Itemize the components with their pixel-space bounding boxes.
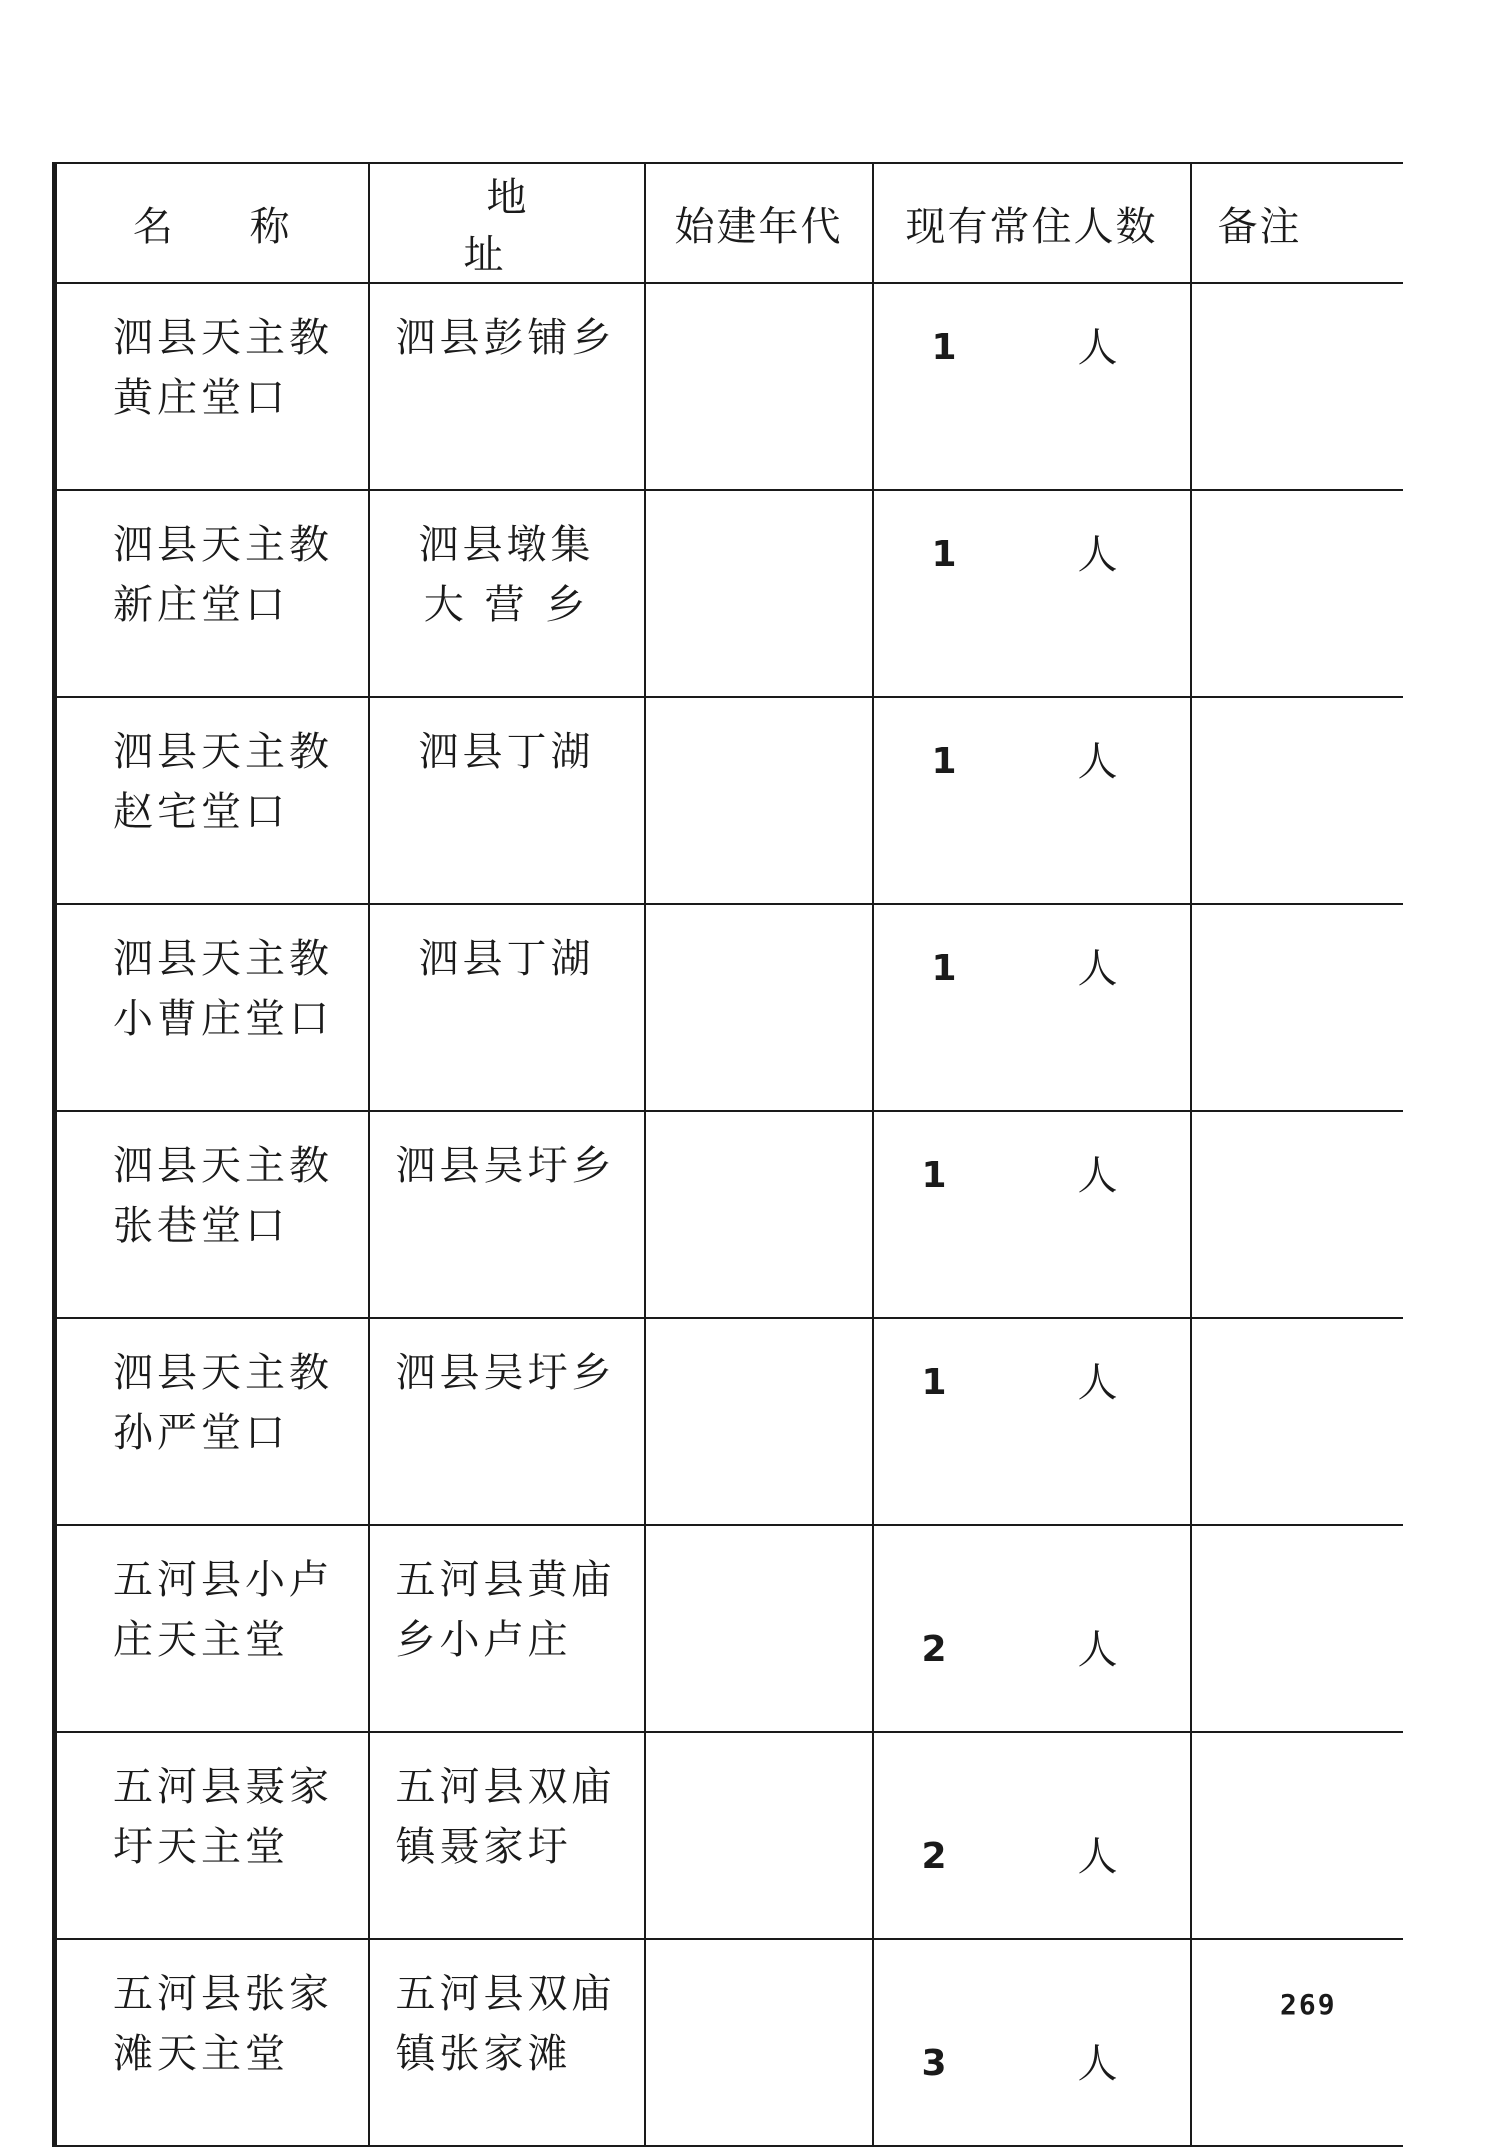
- resident-unit: 人: [1077, 1153, 1118, 1199]
- cell-residents: [873, 490, 1191, 697]
- cell-residents: [873, 904, 1191, 1111]
- address-line: 泗县墩集: [418, 522, 595, 568]
- address-line: 五河县黄庙: [395, 1557, 616, 1603]
- cell-remarks: [1191, 283, 1403, 490]
- address-line: 乡小卢庄: [395, 1617, 572, 1663]
- cell-residents: [873, 1111, 1191, 1318]
- address-line: 泗县彭铺乡: [395, 315, 616, 361]
- table-row: [55, 904, 1403, 1111]
- resident-count: 1: [921, 1362, 947, 1403]
- name-line: 滩天主堂: [113, 2031, 289, 2077]
- resident-unit: 人: [1077, 1834, 1118, 1880]
- church-register-table: [52, 162, 1403, 2147]
- cell-address: [369, 697, 645, 904]
- cell-year: [645, 1939, 873, 2146]
- resident-unit: 人: [1077, 1360, 1118, 1406]
- address-line: 五河县双庙: [395, 1764, 616, 1810]
- cell-residents: [873, 1525, 1191, 1732]
- address-line: 泗县吴圩乡: [395, 1350, 616, 1396]
- address-line: 大 营 乡: [423, 582, 590, 628]
- name-line: 五河县张家: [113, 1971, 333, 2017]
- cell-remarks: [1191, 490, 1403, 697]
- resident-count: 2: [921, 1836, 947, 1877]
- address-line: 镇张家滩: [395, 2031, 572, 2077]
- cell-residents: [873, 697, 1191, 904]
- resident-count: 3: [921, 2043, 947, 2084]
- header-name: 名 称: [55, 163, 369, 283]
- cell-residents: [873, 1939, 1191, 2146]
- cell-year: [645, 697, 873, 904]
- address-line: 泗县丁湖: [418, 936, 595, 982]
- table-row: [55, 697, 1403, 904]
- header-address: [369, 163, 645, 283]
- cell-year: [645, 490, 873, 697]
- page-number: 269: [1280, 1988, 1337, 2021]
- resident-unit: 人: [1077, 2041, 1118, 2087]
- table-row: [55, 1732, 1403, 1939]
- cell-year: [645, 1318, 873, 1525]
- name-line: 新庄堂口: [113, 582, 289, 628]
- cell-year: [645, 283, 873, 490]
- name-line: 张巷堂口: [113, 1203, 289, 1249]
- resident-count: 1: [931, 741, 957, 782]
- name-line: 泗县天主教: [113, 936, 333, 982]
- cell-name: [55, 490, 369, 697]
- cell-address: [369, 1111, 645, 1318]
- table-row: [55, 1939, 1403, 2146]
- name-line: 泗县天主教: [113, 1350, 333, 1396]
- cell-name: [55, 283, 369, 490]
- name-line: 孙严堂口: [113, 1410, 289, 1456]
- resident-unit: 人: [1077, 946, 1118, 992]
- resident-unit: 人: [1077, 739, 1118, 785]
- resident-unit: 人: [1077, 1627, 1118, 1673]
- name-line: 庄天主堂: [113, 1617, 289, 1663]
- name-line: 泗县天主教: [113, 315, 333, 361]
- address-line: 泗县吴圩乡: [395, 1143, 616, 1189]
- resident-count: 1: [921, 1155, 947, 1196]
- header-address-text: 地 址: [463, 175, 573, 278]
- table-header-row: [55, 163, 1403, 283]
- cell-address: [369, 904, 645, 1111]
- cell-name: [55, 1111, 369, 1318]
- name-line: 五河县聂家: [113, 1764, 333, 1810]
- table-row: [55, 1525, 1403, 1732]
- resident-count: 2: [921, 1629, 947, 1670]
- name-line: 小曹庄堂口: [113, 996, 333, 1042]
- table-row: [55, 1111, 1403, 1318]
- table-row: [55, 1318, 1403, 1525]
- cell-year: [645, 1111, 873, 1318]
- cell-residents: [873, 283, 1191, 490]
- cell-remarks: [1191, 1111, 1403, 1318]
- header-remarks: 备注: [1191, 163, 1403, 283]
- cell-remarks: [1191, 1318, 1403, 1525]
- resident-unit: 人: [1077, 325, 1118, 371]
- cell-name: [55, 1732, 369, 1939]
- cell-remarks: [1191, 697, 1403, 904]
- cell-address: [369, 1732, 645, 1939]
- resident-count: 1: [931, 948, 957, 989]
- name-line: 泗县天主教: [113, 729, 333, 775]
- cell-address: [369, 1525, 645, 1732]
- resident-unit: 人: [1077, 532, 1118, 578]
- address-line: 五河县双庙: [395, 1971, 616, 2017]
- header-resident-count: 现有常住人数: [873, 163, 1191, 283]
- cell-remarks: [1191, 904, 1403, 1111]
- cell-name: [55, 697, 369, 904]
- cell-residents: [873, 1318, 1191, 1525]
- cell-residents: [873, 1732, 1191, 1939]
- cell-remarks: [1191, 1525, 1403, 1732]
- cell-address: [369, 490, 645, 697]
- name-line: 五河县小卢: [113, 1557, 333, 1603]
- cell-remarks: [1191, 1939, 1403, 2146]
- table-row: [55, 490, 1403, 697]
- cell-name: [55, 1525, 369, 1732]
- name-line: 泗县天主教: [113, 522, 333, 568]
- cell-address: [369, 283, 645, 490]
- name-line: 圩天主堂: [113, 1824, 289, 1870]
- name-line: 泗县天主教: [113, 1143, 333, 1189]
- cell-name: [55, 1939, 369, 2146]
- cell-remarks: [1191, 1732, 1403, 1939]
- cell-year: [645, 904, 873, 1111]
- resident-count: 1: [931, 327, 957, 368]
- header-year-founded: 始建年代: [645, 163, 873, 283]
- cell-name: [55, 904, 369, 1111]
- cell-name: [55, 1318, 369, 1525]
- resident-count: 1: [931, 534, 957, 575]
- cell-year: [645, 1732, 873, 1939]
- address-line: 泗县丁湖: [418, 729, 595, 775]
- name-line: 黄庄堂口: [113, 375, 289, 421]
- cell-address: [369, 1318, 645, 1525]
- name-line: 赵宅堂口: [113, 789, 289, 835]
- cell-address: [369, 1939, 645, 2146]
- cell-year: [645, 1525, 873, 1732]
- table-row: [55, 283, 1403, 490]
- address-line: 镇聂家圩: [395, 1824, 572, 1870]
